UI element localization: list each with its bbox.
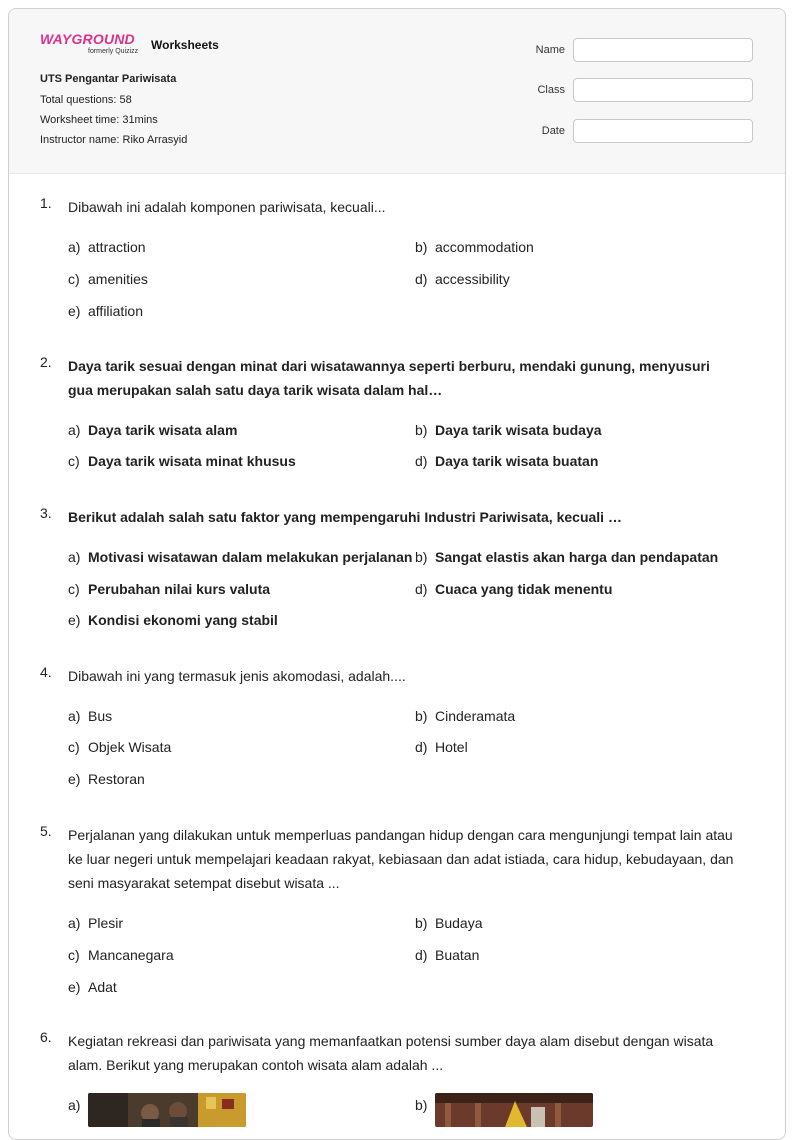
question-number: 6. xyxy=(40,1029,52,1045)
question-number: 2. xyxy=(40,354,52,370)
question-number: 4. xyxy=(40,664,52,680)
option-a[interactable] xyxy=(68,420,237,440)
option-b-image xyxy=(435,1093,593,1127)
option-text: Objek Wisata xyxy=(88,739,172,755)
option-letter: e) xyxy=(68,303,81,319)
option-b[interactable] xyxy=(415,706,515,726)
option-text: accommodation xyxy=(435,239,534,255)
option-text: Daya tarik wisata buatan xyxy=(435,453,599,469)
option-d[interactable] xyxy=(415,579,612,599)
option-letter: b) xyxy=(415,1097,428,1113)
option-text: Kondisi ekonomi yang stabil xyxy=(88,612,278,628)
option-letter: e) xyxy=(68,612,81,628)
option-e[interactable] xyxy=(68,769,145,789)
option-letter: b) xyxy=(415,239,428,255)
option-a[interactable] xyxy=(68,237,146,257)
option-letter: b) xyxy=(415,422,428,438)
option-letter: c) xyxy=(68,947,80,963)
option-letter: a) xyxy=(68,708,81,724)
name-label: Name xyxy=(535,44,565,56)
option-letter: d) xyxy=(415,947,428,963)
option-b[interactable] xyxy=(415,237,534,257)
option-letter: c) xyxy=(68,739,80,755)
option-text: Budaya xyxy=(435,915,483,931)
date-label: Date xyxy=(541,125,565,137)
wayground-logo xyxy=(40,31,144,59)
option-a[interactable] xyxy=(68,547,412,567)
option-d[interactable] xyxy=(415,451,598,471)
option-text: Daya tarik wisata alam xyxy=(88,422,238,438)
option-text: Daya tarik wisata minat khusus xyxy=(88,453,296,469)
option-b[interactable] xyxy=(415,547,718,567)
question-number: 1. xyxy=(40,195,52,211)
option-letter: a) xyxy=(68,1097,81,1113)
option-a[interactable] xyxy=(68,913,123,933)
option-text: Buatan xyxy=(435,947,480,963)
option-letter: b) xyxy=(415,549,428,565)
option-text: Cuaca yang tidak menentu xyxy=(435,581,613,597)
option-b[interactable] xyxy=(415,913,482,933)
option-letter: a) xyxy=(68,549,81,565)
option-c[interactable] xyxy=(68,579,270,599)
name-field[interactable] xyxy=(573,38,753,62)
class-label: Class xyxy=(537,84,565,96)
option-text: Sangat elastis akan harga dan pendapatan xyxy=(435,549,719,565)
option-letter: d) xyxy=(415,739,428,755)
option-letter: b) xyxy=(415,708,428,724)
option-text: affiliation xyxy=(88,303,144,319)
option-text: Hotel xyxy=(435,739,468,755)
question-number: 5. xyxy=(40,823,52,839)
option-text: attraction xyxy=(88,239,146,255)
option-b[interactable] xyxy=(415,420,602,440)
option-b-photo[interactable] xyxy=(435,1093,593,1127)
class-field[interactable] xyxy=(573,78,753,102)
question-number: 3. xyxy=(40,505,52,521)
option-c[interactable] xyxy=(68,737,171,757)
option-d[interactable] xyxy=(415,269,510,289)
question-text: Daya tarik sesuai dengan minat dari wisatawannya seperti berburu, mendaki gunung, menyusuri gua merupakan salah satu daya tarik wisata dalam hal… xyxy=(68,358,710,398)
option-text: Perubahan nilai kurs valuta xyxy=(88,581,271,597)
option-text: Motivasi wisatawan dalam melakukan perjalanan xyxy=(88,549,413,565)
option-a-image xyxy=(88,1093,246,1127)
worksheet-title: UTS Pengantar Pariwisata xyxy=(40,73,177,85)
option-d[interactable] xyxy=(415,737,468,757)
option-text: Bus xyxy=(88,708,113,724)
question-text: Berikut adalah salah satu faktor yang mempengaruhi Industri Pariwisata, kecuali … xyxy=(68,509,622,525)
question-text: Kegiatan rekreasi dan pariwisata yang memanfaatkan potensi sumber daya alam disebut dengan wisata alam. Berikut yang merupakan contoh wisata alam adalah ... xyxy=(68,1033,714,1073)
option-a[interactable] xyxy=(68,706,112,726)
option-a-photo[interactable] xyxy=(88,1093,246,1127)
date-field[interactable] xyxy=(573,119,753,143)
option-a[interactable] xyxy=(68,1095,88,1115)
option-b[interactable] xyxy=(415,1095,435,1115)
option-d[interactable] xyxy=(415,945,479,965)
option-text: Cinderamata xyxy=(435,708,516,724)
total-questions: Total questions: 58 xyxy=(40,94,132,106)
option-letter: c) xyxy=(68,453,80,469)
option-letter: c) xyxy=(68,581,80,597)
option-text: Daya tarik wisata budaya xyxy=(435,422,602,438)
option-text: Plesir xyxy=(88,915,124,931)
option-letter: d) xyxy=(415,581,428,597)
option-e[interactable] xyxy=(68,977,117,997)
option-text: Restoran xyxy=(88,771,145,787)
worksheet-page xyxy=(8,8,786,1140)
option-text: Adat xyxy=(88,979,117,995)
option-letter: e) xyxy=(68,771,81,787)
option-letter: a) xyxy=(68,915,81,931)
option-letter: d) xyxy=(415,271,428,287)
instructor-name: Instructor name: Riko Arrasyid xyxy=(40,134,188,146)
brand-name: WAYGROUND xyxy=(40,31,135,47)
question-text: Perjalanan yang dilakukan untuk memperluas pandangan hidup dengan cara mengunjungi tempat lain atau ke luar negeri untuk mempelajari keadaan rakyat, kebiasaan dan adat istiada, cara hidup, kebudayaan, dan seni masyarakat setempat disebut wisata ... xyxy=(68,827,734,891)
option-c[interactable] xyxy=(68,269,148,289)
option-letter: e) xyxy=(68,979,81,995)
option-letter: a) xyxy=(68,239,81,255)
option-letter: b) xyxy=(415,915,428,931)
option-c[interactable] xyxy=(68,945,174,965)
option-e[interactable] xyxy=(68,301,143,321)
option-text: amenities xyxy=(88,271,148,287)
brand-subtitle: formerly Quizizz xyxy=(88,48,139,55)
question-text: Dibawah ini yang termasuk jenis akomodasi, adalah.... xyxy=(68,668,406,684)
section-label: Worksheets xyxy=(151,38,219,52)
worksheet-time: Worksheet time: 31mins xyxy=(40,114,158,126)
option-text: Mancanegara xyxy=(88,947,174,963)
question-text: Dibawah ini adalah komponen pariwisata, kecuali... xyxy=(68,199,386,215)
option-e[interactable] xyxy=(68,610,278,630)
option-letter: c) xyxy=(68,271,80,287)
option-c[interactable] xyxy=(68,451,296,471)
option-text: accessibility xyxy=(435,271,510,287)
option-letter: d) xyxy=(415,453,428,469)
worksheet-header xyxy=(9,9,785,174)
option-letter: a) xyxy=(68,422,81,438)
